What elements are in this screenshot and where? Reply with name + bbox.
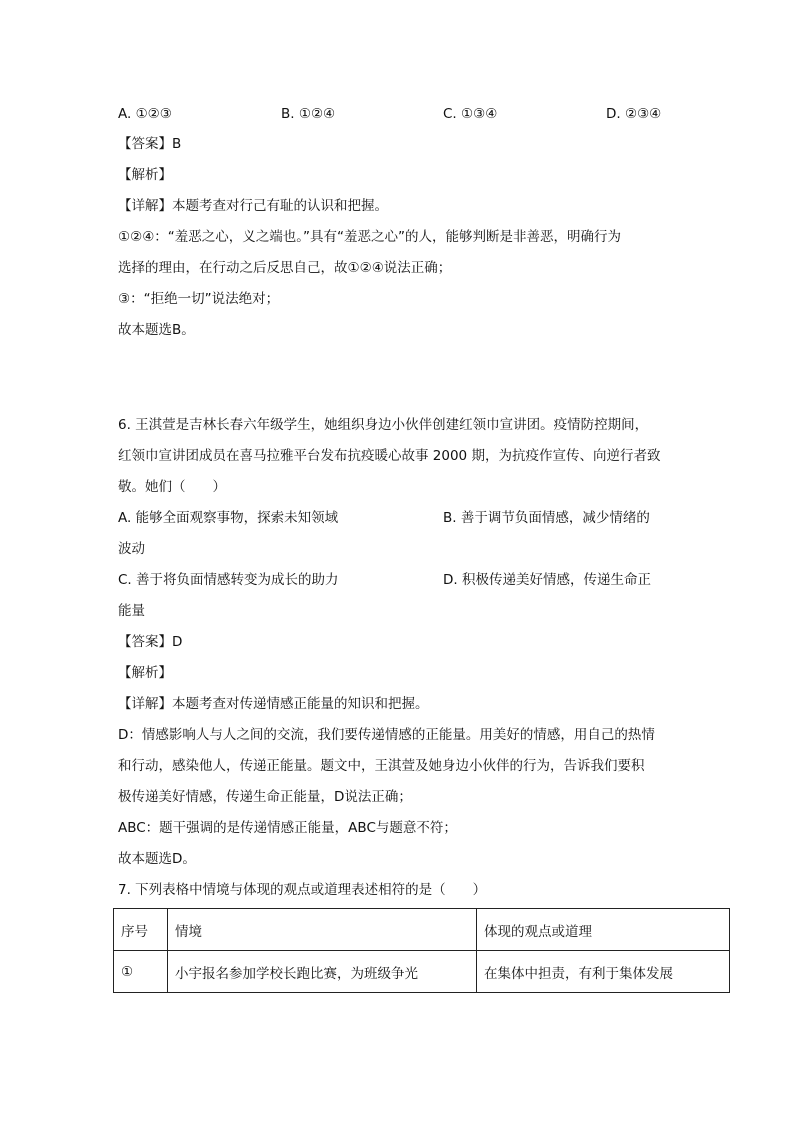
question-6-stem: 敬。她们（ ） (118, 479, 226, 495)
option-d-continued: 能量 (118, 603, 145, 619)
detail-line: 选择的理由，在行动之后反思自己，故①②④说法正确； (118, 260, 452, 276)
detail-line: 故本题选B。 (118, 322, 195, 338)
table-row (114, 951, 730, 993)
table-cell: ① (114, 951, 168, 993)
detail-line: ABC：题干强调的是传递情感正能量，ABC与题意不符； (118, 820, 457, 836)
analysis-label: 【解析】 (118, 665, 172, 681)
option-b: B. ①②④ (281, 106, 336, 122)
option-b-continued: 波动 (118, 541, 145, 557)
header-cell: 序号 (114, 909, 168, 951)
table-cell: 小宇报名参加学校长跑比赛，为班级争光 (168, 951, 477, 993)
detail-line: 故本题选D。 (118, 851, 196, 867)
option-c: C. ①③④ (443, 106, 498, 122)
option-d: D. 积极传递美好情感，传递生命正 (443, 572, 651, 588)
detail-line: 和行动，感染他人，传递正能量。题文中，王淇萱及她身边小伙伴的行为，告诉我们要积 (118, 758, 645, 774)
option-c: C. 善于将负面情感转变为成长的助力 (118, 572, 339, 588)
question-7-stem: 7. 下列表格中情境与体现的观点或道理表述相符的是（ ） (118, 882, 487, 898)
table-cell: 在集体中担责，有利于集体发展 (477, 951, 730, 993)
option-b: B. 善于调节负面情感，减少情绪的 (443, 510, 650, 526)
answer-label: 【答案】D (118, 634, 183, 650)
header-cell: 情境 (168, 909, 477, 951)
detail-line: 【详解】本题考查对传递情感正能量的知识和把握。 (118, 696, 429, 712)
question-7-table (113, 908, 730, 993)
analysis-label: 【解析】 (118, 167, 172, 183)
answer-label: 【答案】B (118, 136, 182, 152)
option-d: D. ②③④ (606, 106, 662, 122)
detail-line: ③：“拒绝一切”说法绝对； (118, 291, 280, 307)
table-header-row (114, 909, 730, 951)
option-a: A. ①②③ (118, 106, 172, 122)
detail-line: 极传递美好情感，传递生命正能量，D说法正确； (118, 789, 412, 805)
header-cell: 体现的观点或道理 (477, 909, 730, 951)
question-6-stem: 红领巾宣讲团成员在喜马拉雅平台发布抗疫暖心故事 2000 期，为抗疫作宣传、向逆行者致 (118, 448, 661, 464)
detail-line: ①②④：“羞恶之心，义之端也。”具有“羞恶之心”的人，能够判断是非善恶，明确行为 (118, 229, 622, 245)
question-6-stem: 6. 王淇萱是吉林长春六年级学生，她组织身边小伙伴创建红领巾宣讲团。疫情防控期间， (118, 417, 649, 433)
option-a: A. 能够全面观察事物，探索未知领域 (118, 510, 339, 526)
detail-line: D：情感影响人与人之间的交流，我们要传递情感的正能量。用美好的情感，用自己的热情 (118, 727, 655, 743)
detail-line: 【详解】本题考查对行己有耻的认识和把握。 (118, 198, 388, 214)
